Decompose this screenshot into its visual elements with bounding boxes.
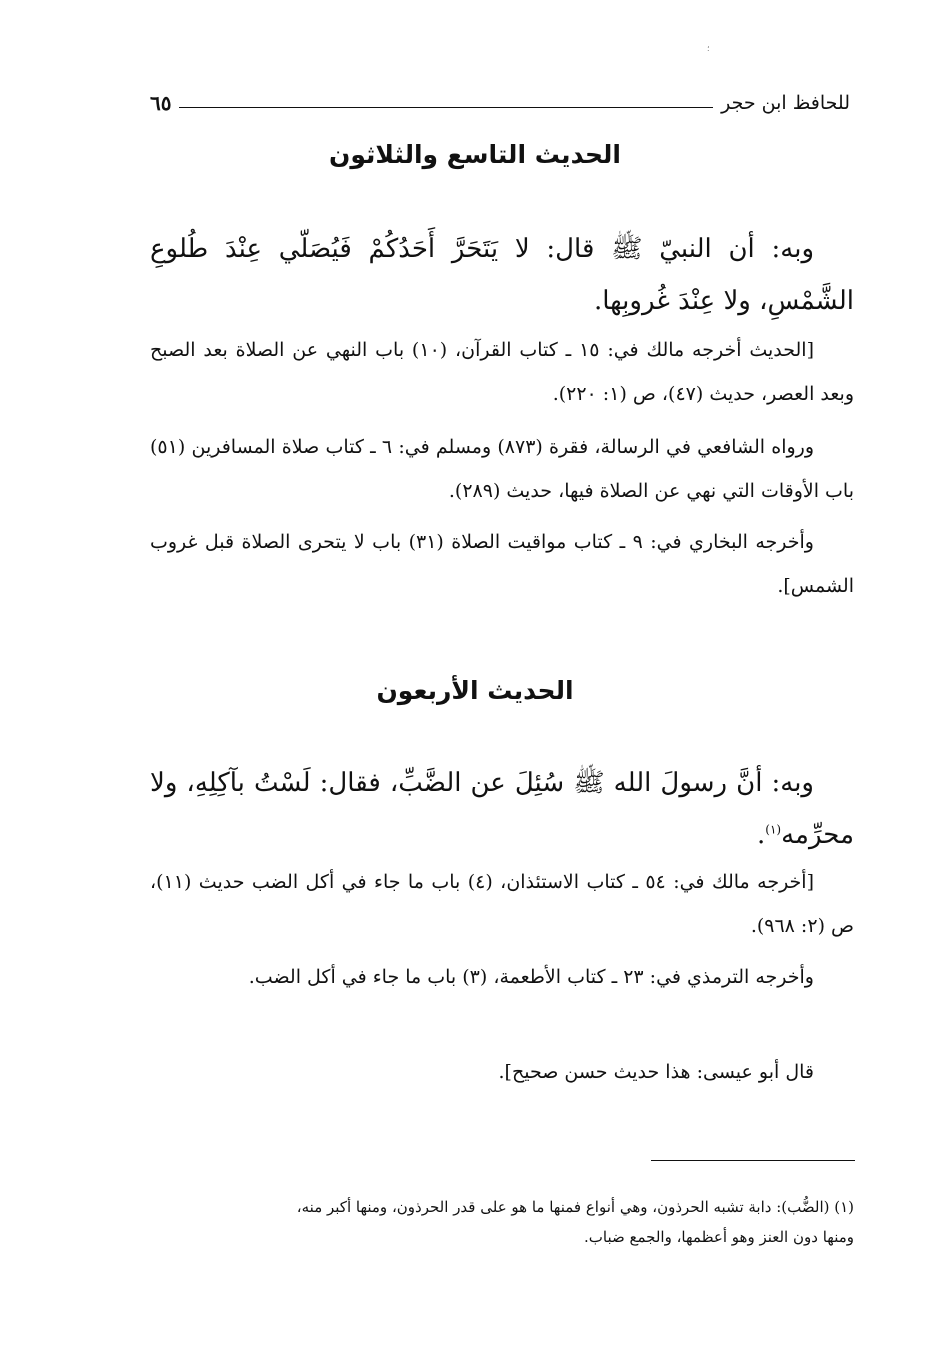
page-number: ٦٥	[150, 91, 172, 115]
footnote-ref: (١)	[765, 822, 782, 837]
hadith-39-note-2: ورواه الشافعي في الرسالة، فقرة (٨٧٣) ومسلم في: ٦ ـ كتاب صلاة المسافرين (٥١) باب الأوقات التي نهي عن الصلاة فيها، حديث (٢٨٩).	[150, 436, 854, 502]
hadith-39-text: وبه: أن النبيّ ﷺ قال: لا يَتَحَرَّ أَحَدُكُمْ فَيُصَلّي عِنْدَ طُلوعِ الشَّمْسِ، ولا عِنْدَ غُروبِها.	[150, 234, 854, 316]
hadith-40-heading: الحديث الأربعون	[376, 676, 574, 705]
footnote-rule	[651, 1160, 855, 1161]
hadith-40-text	[150, 757, 854, 861]
running-header	[150, 86, 850, 120]
hadith-39-note-3: وأخرجه البخاري في: ٩ ـ كتاب مواقيت الصلاة (٣١) باب لا يتحرى الصلاة قبل غروب الشمس].	[150, 531, 854, 597]
footnote-line-2: ومنها دون العنز وهو أعظمها، والجمع ضباب.	[584, 1228, 854, 1246]
hadith-40-text-end: .	[756, 820, 766, 850]
footnote	[150, 1192, 854, 1252]
hadith-40-note-3: قال أبو عيسى: هذا حديث حسن صحيح].	[498, 1061, 814, 1083]
running-header-title: للحافظ ابن حجر	[721, 92, 850, 114]
hadith-40-note-2: وأخرجه الترمذي في: ٢٣ ـ كتاب الأطعمة، (٣) باب ما جاء في أكل الضب.	[248, 966, 814, 988]
hadith-39-note-1: [الحديث أخرجه مالك في: ١٥ ـ كتاب القرآن، (١٠) باب النهي عن الصلاة بعد الصبح وبعد العصر، حديث (٤٧)، ص (١: ٢٢٠).	[150, 339, 854, 405]
footnote-line-1: (١) (الضُّب): دابة تشبه الحرذون، وهي أنواع فمنها ما هو على قدر الحرذون، ومنها أكبر منه،	[296, 1198, 854, 1216]
hadith-39-heading: الحديث التاسع والثلاثون	[329, 140, 621, 169]
hadith-40-note-1: [أخرجه مالك في: ٥٤ ـ كتاب الاستئذان، (٤) باب ما جاء في أكل الضب حديث (١١)، ص (٢: ٩٦٨).	[150, 871, 854, 937]
page-mark: ؛	[707, 44, 710, 53]
hadith-40-text-main: وبه: أنَّ رسولَ الله ﷺ سُئِلَ عن الضَّبِّ، فقال: لَسْتُ بآكِلِهِ، ولا محرِّمه	[150, 768, 854, 850]
header-rule	[179, 107, 713, 108]
